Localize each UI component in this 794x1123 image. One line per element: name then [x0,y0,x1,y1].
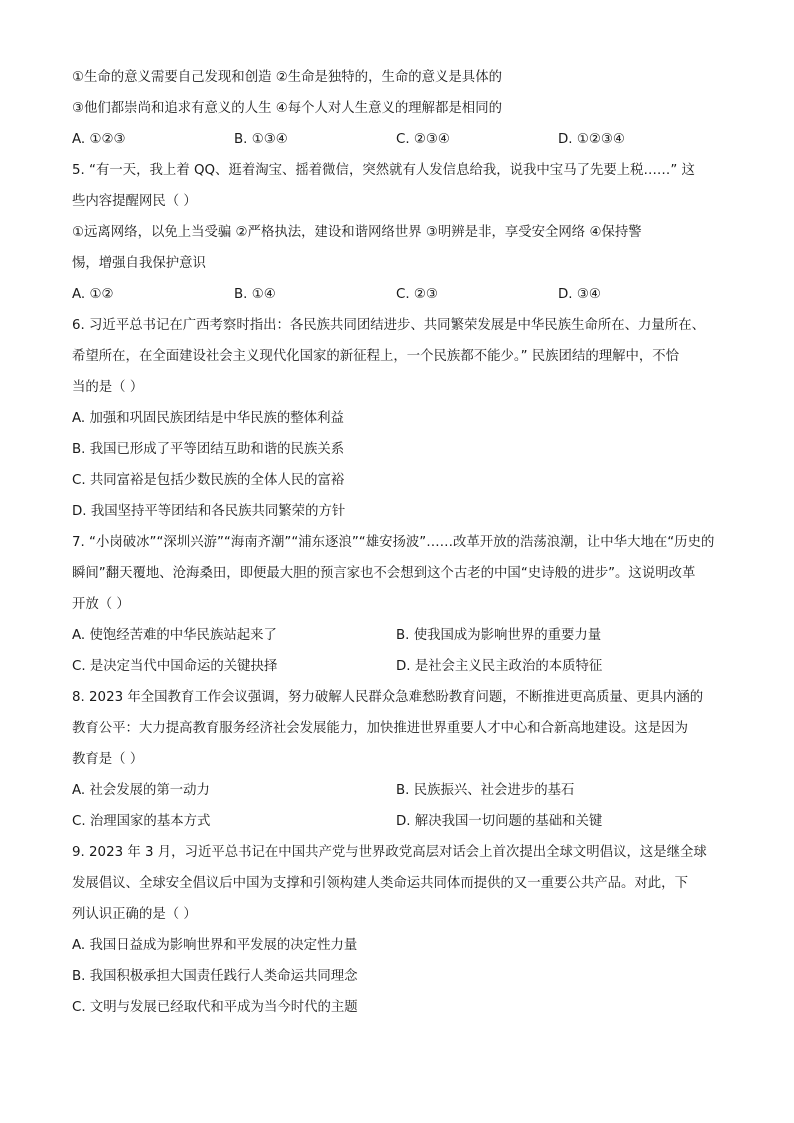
q7-stem-line-2: 瞬间”翻天覆地、沧海桑田，即便最大胆的预言家也不会想到这个古老的中国“史诗般的进步”。这说明改革 [72,566,696,581]
q4-options [72,124,724,155]
q6-option-b[interactable]: B. 我国已形成了平等团结互助和谐的民族关系 [72,442,345,457]
q5-statements-line-1: ①远离网络，以免上当受骗 ②严格执法，建设和谐网络世界 ③明辨是非，享受安全网络 ④保持警 [72,225,642,240]
q9-stem-line-3: 列认识正确的是（ ） [72,907,197,922]
q7-stem-line-1: 7. “小岗破冰”“深圳兴游”“海南齐潮”“浦东逐浪”“雄安扬波”……改革开放的浩荡浪潮，让中华大地在“历史的 [72,535,715,550]
q5-stem-line-1: 5. “有一天，我上着 QQ、逛着淘宝、摇着微信，突然就有人发信息给我，说我中宝马了先要上税……” 这 [72,163,695,178]
exam-page [72,62,724,1023]
q8-stem-line-2: 教育公平：大力提高教育服务经济社会发展能力，加快推进世界重要人才中心和合新高地建设。这是因为 [72,721,688,736]
q5-stem-line-2: 些内容提醒网民（ ） [72,194,197,209]
q8-stem-line-1: 8. 2023 年全国教育工作会议强调，努力破解人民群众急难愁盼教育问题，不断推进更高质量、更具内涵的 [72,690,704,705]
q6-option-d[interactable]: D. 我国坚持平等团结和各民族共同繁荣的方针 [72,504,346,519]
q4-option-a[interactable]: A. ①②③ [72,132,126,147]
q7-option-a[interactable]: A. 使饱经苦难的中华民族站起来了 [72,628,277,643]
q5-option-b[interactable]: B. ①④ [234,287,276,302]
q4-option-b[interactable]: B. ①③④ [234,132,288,147]
q8-option-b[interactable]: B. 民族振兴、社会进步的基石 [396,783,575,798]
q8-options-row-2 [72,806,724,837]
q4-option-d[interactable]: D. ①②③④ [558,132,625,147]
q7-options-row-1 [72,620,724,651]
q9-option-c[interactable]: C. 文明与发展已经取代和平成为当今时代的主题 [72,1000,358,1015]
q5-option-a[interactable]: A. ①② [72,287,114,302]
q5-options [72,279,724,310]
q6-stem-line-1: 6. 习近平总书记在广西考察时指出：各民族共同团结进步、共同繁荣发展是中华民族生命所在、力量所在、 [72,318,705,333]
q4-statements-line-1: ①生命的意义需要自己发现和创造 ②生命是独特的，生命的意义是具体的 [72,70,502,85]
q5-option-d[interactable]: D. ③④ [558,287,601,302]
q4-statements-line-2: ③他们都崇尚和追求有意义的人生 ④每个人对人生意义的理解都是相同的 [72,101,502,116]
q8-option-a[interactable]: A. 社会发展的第一动力 [72,783,210,798]
q7-options-row-2 [72,651,724,682]
q8-option-c[interactable]: C. 治理国家的基本方式 [72,814,211,829]
q5-option-c[interactable]: C. ②③ [396,287,438,302]
q8-options-row-1 [72,775,724,806]
q4-option-c[interactable]: C. ②③④ [396,132,450,147]
q9-option-a[interactable]: A. 我国日益成为影响世界和平发展的决定性力量 [72,938,358,953]
q6-option-a[interactable]: A. 加强和巩固民族团结是中华民族的整体利益 [72,411,344,426]
q7-option-c[interactable]: C. 是决定当代中国命运的关键抉择 [72,659,278,674]
q6-stem-line-3: 当的是（ ） [72,380,144,395]
q6-stem-line-2: 希望所在，在全面建设社会主义现代化国家的新征程上，一个民族都不能少。” 民族团结的理解中，不恰 [72,349,680,364]
q9-stem-line-2: 发展倡议、全球安全倡议后中国为支撑和引领构建人类命运共同体而提供的又一重要公共产品。对此，下 [72,876,688,891]
q9-stem-line-1: 9. 2023 年 3 月，习近平总书记在中国共产党与世界政党高层对话会上首次提出全球文明倡议，这是继全球 [72,845,707,860]
q8-option-d[interactable]: D. 解决我国一切问题的基础和关键 [396,814,603,829]
q7-option-b[interactable]: B. 使我国成为影响世界的重要力量 [396,628,602,643]
q8-stem-line-3: 教育是（ ） [72,752,144,767]
q7-option-d[interactable]: D. 是社会主义民主政治的本质特征 [396,659,603,674]
q6-option-c[interactable]: C. 共同富裕是包括少数民族的全体人民的富裕 [72,473,345,488]
q5-statements-line-2: 惕，增强自我保护意识 [72,256,206,271]
q9-option-b[interactable]: B. 我国积极承担大国责任践行人类命运共同理念 [72,969,358,984]
q7-stem-line-3: 开放（ ） [72,597,130,612]
